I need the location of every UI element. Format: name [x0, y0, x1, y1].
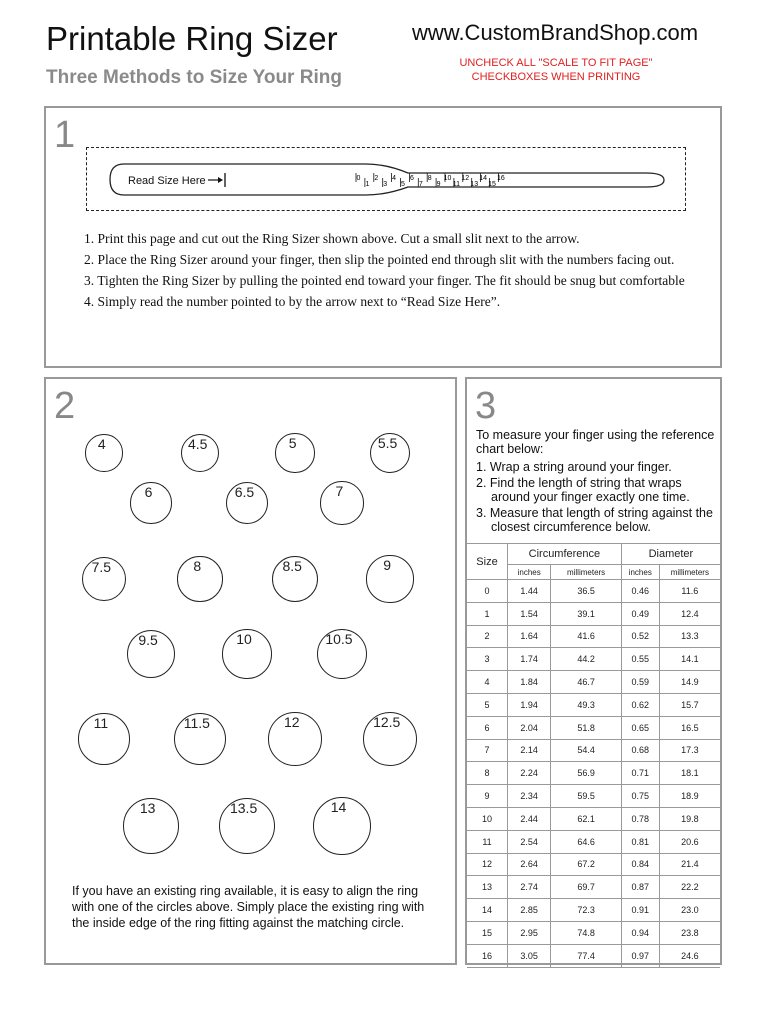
table-cell: 19.8 — [659, 807, 720, 830]
method-number: 3 — [475, 385, 497, 427]
table-cell: 2.74 — [508, 876, 551, 899]
table-cell: 0.52 — [621, 625, 659, 648]
table-cell: 0.65 — [621, 716, 659, 739]
scale-number: 13 — [470, 181, 479, 188]
method-1-steps — [84, 232, 704, 316]
table-cell: 2.24 — [508, 762, 551, 785]
scale-number: 3 — [383, 181, 388, 188]
table-header: Circumference — [508, 544, 622, 565]
page-subtitle: Three Methods to Size Your Ring — [46, 67, 342, 88]
table-row — [467, 716, 720, 739]
scale-number: 11 — [452, 181, 461, 188]
table-cell: 21.4 — [659, 853, 720, 876]
circle-size-label: 4 — [97, 436, 106, 453]
table-cell: 6 — [467, 716, 508, 739]
method-2-note: If you have an existing ring available, it is easy to align the ring with one of the circles above. Simply place the existing ring with the inside edge of the ring fitting against the matching circle. — [72, 884, 425, 930]
table-cell: 0.68 — [621, 739, 659, 762]
table-cell: 2 — [467, 625, 508, 648]
table-cell: 0.75 — [621, 785, 659, 808]
table-cell: 0.87 — [621, 876, 659, 899]
page-title: Printable Ring Sizer — [46, 20, 338, 57]
table-cell: 13.3 — [659, 625, 720, 648]
table-cell: 62.1 — [551, 807, 622, 830]
table-cell: 14.9 — [659, 671, 720, 694]
table-subheader: inches — [508, 565, 551, 580]
table-cell: 9 — [467, 785, 508, 808]
table-cell: 0.49 — [621, 602, 659, 625]
circle-size-label: 13 — [139, 800, 156, 817]
table-cell: 2.85 — [508, 899, 551, 922]
circle-size-label: 6 — [144, 484, 153, 501]
circle-size-label: 9 — [383, 557, 392, 574]
method-3-steps — [476, 460, 716, 536]
table-cell: 1.64 — [508, 625, 551, 648]
table-row — [467, 830, 720, 853]
table-cell: 18.9 — [659, 785, 720, 808]
table-cell: 2.44 — [508, 807, 551, 830]
table-header: Diameter — [621, 544, 720, 565]
table-cell: 39.1 — [551, 602, 622, 625]
table-cell: 13 — [467, 876, 508, 899]
circle-size-label: 10.5 — [325, 630, 353, 647]
table-cell: 0.62 — [621, 693, 659, 716]
table-cell: 4 — [467, 671, 508, 694]
circle-size-label: 8 — [193, 558, 202, 575]
table-cell: 0.84 — [621, 853, 659, 876]
table-row — [467, 876, 720, 899]
table-cell: 22.2 — [659, 876, 720, 899]
table-cell: 56.9 — [551, 762, 622, 785]
table-cell: 11.6 — [659, 580, 720, 603]
circle-size-label: 10 — [236, 631, 252, 648]
table-cell: 2.34 — [508, 785, 551, 808]
scale-number: 8 — [427, 175, 432, 182]
table-cell: 0 — [467, 580, 508, 603]
circle-size-label: 5 — [288, 435, 297, 452]
table-row — [467, 921, 720, 944]
table-subheader: millimeters — [659, 565, 720, 580]
scale-number: 7 — [418, 181, 423, 188]
table-cell: 2.04 — [508, 716, 551, 739]
table-header: Size — [467, 544, 508, 580]
table-cell: 3.05 — [508, 944, 551, 967]
method-number: 1 — [54, 114, 76, 156]
table-cell: 41.6 — [551, 625, 622, 648]
step-item: 2. Place the Ring Sizer around your finger, then slip the pointed end through slit with the numbers facing out. — [84, 252, 675, 267]
table-cell: 2.54 — [508, 830, 551, 853]
table-cell: 15.7 — [659, 693, 720, 716]
table-cell: 2.64 — [508, 853, 551, 876]
circle-size-label: 12 — [283, 714, 300, 731]
site-url: www.CustomBrandShop.com — [412, 20, 699, 45]
circle-size-label: 13.5 — [229, 799, 258, 816]
scale-number: 2 — [374, 175, 379, 182]
table-cell: 72.3 — [551, 899, 622, 922]
table-cell: 14.1 — [659, 648, 720, 671]
table-cell: 10 — [467, 807, 508, 830]
table-cell: 1.94 — [508, 693, 551, 716]
table-cell: 54.4 — [551, 739, 622, 762]
table-cell: 46.7 — [551, 671, 622, 694]
table-subheader: millimeters — [551, 565, 622, 580]
table-cell: 16 — [467, 944, 508, 967]
table-cell: 12.4 — [659, 602, 720, 625]
table-cell: 14 — [467, 899, 508, 922]
sizer-label: Read Size Here — [128, 175, 206, 187]
step-item: 4. Simply read the number pointed to by the arrow next to “Read Size Here”. — [84, 294, 501, 309]
scale-number: 16 — [497, 175, 505, 182]
table-cell: 49.3 — [551, 693, 622, 716]
table-cell: 0.55 — [621, 648, 659, 671]
table-cell: 0.94 — [621, 921, 659, 944]
table-cell: 0.78 — [621, 807, 659, 830]
print-warning: UNCHECK ALL "SCALE TO FIT PAGE" CHECKBOXES WHEN PRINTING — [459, 57, 653, 83]
table-cell: 0.71 — [621, 762, 659, 785]
scale-number: 6 — [409, 175, 414, 182]
table-cell: 0.91 — [621, 899, 659, 922]
table-cell: 44.2 — [551, 648, 622, 671]
table-cell: 1.44 — [508, 580, 551, 603]
table-row — [467, 602, 720, 625]
scale-number: 15 — [488, 181, 496, 188]
circle-size-label: 12.5 — [373, 713, 401, 730]
table-cell: 0.81 — [621, 830, 659, 853]
table-cell: 69.7 — [551, 876, 622, 899]
circle-size-label: 7 — [335, 483, 344, 500]
table-row — [467, 807, 720, 830]
table-cell: 12 — [467, 853, 508, 876]
scale-number: 1 — [365, 181, 370, 188]
table-row — [467, 944, 720, 967]
table-cell: 36.5 — [551, 580, 622, 603]
scale-number: 9 — [436, 181, 441, 188]
table-cell: 5 — [467, 693, 508, 716]
step-item: 3. Tighten the Ring Sizer by pulling the pointed end toward your finger. The fit should be snug but comfortable — [84, 273, 685, 288]
scale-number: 14 — [479, 175, 487, 182]
circle-size-label: 11 — [93, 715, 109, 732]
circle-size-label: 11.5 — [183, 714, 210, 731]
method-number: 2 — [54, 385, 76, 427]
table-cell: 67.2 — [551, 853, 622, 876]
table-cell: 23.8 — [659, 921, 720, 944]
circle-size-label: 9.5 — [138, 631, 158, 648]
table-cell: 7 — [467, 739, 508, 762]
table-cell: 8 — [467, 762, 508, 785]
table-row — [467, 671, 720, 694]
table-cell: 1.74 — [508, 648, 551, 671]
table-cell: 16.5 — [659, 716, 720, 739]
table-cell: 0.59 — [621, 671, 659, 694]
table-row — [467, 648, 720, 671]
scale-number: 4 — [392, 175, 397, 182]
table-subheader: inches — [621, 565, 659, 580]
step-item: 2. Find the length of string that wraps around your finger exactly one time. — [476, 476, 690, 504]
table-cell: 20.6 — [659, 830, 720, 853]
table-cell: 59.5 — [551, 785, 622, 808]
table-cell: 17.3 — [659, 739, 720, 762]
circle-size-label: 14 — [330, 799, 347, 816]
scale-number: 12 — [461, 175, 470, 182]
method-3-intro: To measure your finger using the reference chart below: — [476, 428, 715, 456]
size-reference-table — [467, 543, 720, 968]
table-cell: 18.1 — [659, 762, 720, 785]
table-cell: 1 — [467, 602, 508, 625]
circle-size-label: 7.5 — [91, 558, 112, 575]
table-cell: 64.6 — [551, 830, 622, 853]
circle-size-label: 6.5 — [234, 483, 255, 500]
table-cell: 0.46 — [621, 580, 659, 603]
table-row — [467, 693, 720, 716]
circle-size-label: 5.5 — [377, 434, 398, 451]
table-cell: 2.14 — [508, 739, 551, 762]
table-cell: 0.97 — [621, 944, 659, 967]
table-cell: 24.6 — [659, 944, 720, 967]
table-row — [467, 899, 720, 922]
ring-sizer-strip — [86, 147, 686, 211]
table-row — [467, 853, 720, 876]
step-item: 1. Print this page and cut out the Ring Sizer shown above. Cut a small slit next to the arrow. — [84, 231, 580, 246]
table-cell: 74.8 — [551, 921, 622, 944]
scale-number: 5 — [401, 181, 405, 188]
table-cell: 11 — [467, 830, 508, 853]
table-row — [467, 580, 720, 603]
step-item: 1. Wrap a string around your finger. — [476, 460, 672, 474]
circle-size-label: 8.5 — [282, 557, 302, 574]
step-item: 3. Measure that length of string against the closest circumference below. — [476, 506, 713, 534]
table-row — [467, 785, 720, 808]
table-cell: 15 — [467, 921, 508, 944]
scale-number: 0 — [356, 175, 361, 182]
table-cell: 1.54 — [508, 602, 551, 625]
table-cell: 51.8 — [551, 716, 622, 739]
table-cell: 1.84 — [508, 671, 551, 694]
table-cell: 2.95 — [508, 921, 551, 944]
table-cell: 23.0 — [659, 899, 720, 922]
circle-size-label: 4.5 — [187, 435, 208, 452]
table-cell: 3 — [467, 648, 508, 671]
table-row — [467, 762, 720, 785]
scale-number: 10 — [443, 175, 452, 182]
table-cell: 77.4 — [551, 944, 622, 967]
table-row — [467, 739, 720, 762]
table-row — [467, 625, 720, 648]
